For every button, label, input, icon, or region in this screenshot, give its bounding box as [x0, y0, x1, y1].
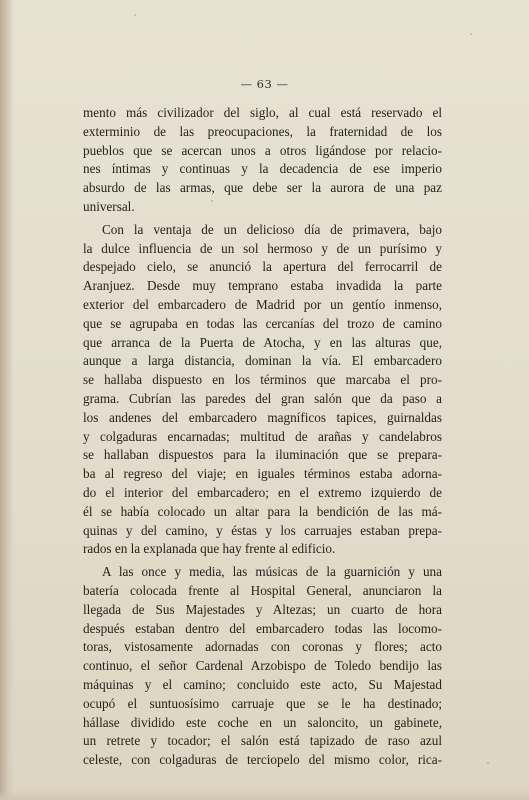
paragraph: [83, 563, 442, 770]
text-line: toras, vistosamente adornadas con coronas y flores; acto: [83, 639, 442, 655]
ink-speck: [470, 33, 472, 35]
text-line: exterminio de las preocupaciones, la fraternidad de los: [83, 123, 442, 139]
text-line: A las once y media, las músicas de la guarnición y una: [102, 564, 442, 580]
text-line: los andenes del embarcadero magníficos tapices, guirnaldas: [83, 409, 442, 425]
text-line: nes íntimas y continuas y la decadencia de ese imperio: [83, 161, 442, 177]
text-line: máquinas y el camino; concluido este acto, Su Majestad: [83, 676, 442, 692]
text-line: un retrete y tocador; el salón está tapizado de raso azul: [83, 733, 442, 749]
page-bottom-shadow: [0, 790, 529, 800]
paragraph: [83, 221, 442, 559]
ink-speck: [487, 762, 489, 764]
text-line: mento más civilizador del siglo, al cual está reservado el: [83, 105, 442, 120]
text-line: grama. Cubrían las paredes del gran salón que da paso a: [83, 390, 442, 406]
text-line: llegada de Sus Majestades y Altezas; un cuarto de hora: [83, 601, 442, 617]
text-line: y colgaduras encarnadas; multitud de arañas y candelabros: [83, 428, 442, 444]
text-line: Aranjuez. Desde muy temprano estaba invadida la parte: [83, 278, 442, 294]
text-line: Con la ventaja de un delicioso día de primavera, bajo: [102, 221, 442, 237]
page-binding-shadow: [0, 0, 14, 800]
page-number: — 63 —: [240, 77, 289, 91]
text-line: después estaban dentro del embarcadero todas las locomo-: [83, 620, 442, 636]
text-line: se hallaban dispuestos para la iluminación que se prepara-: [83, 447, 442, 463]
text-line: quinas y del camino, y éstas y los carruajes estaban prepa-: [83, 522, 442, 538]
text-line: él se había colocado un altar para la bendición de las má-: [83, 503, 442, 519]
text-line: rados en la explanada que hay frente al edificio.: [83, 541, 336, 557]
text-line: despejado cielo, se anunció la apertura del ferrocarril de: [83, 259, 442, 275]
text-line: continuo, el señor Cardenal Arzobispo de Toledo bendijo las: [83, 658, 442, 674]
text-line: se hallaba dispuesto en los términos que marcaba el pro-: [83, 372, 442, 388]
text-line: batería colocada frente al Hospital General, anunciaron la: [83, 582, 442, 598]
text-line: aunque a larga distancia, dominan la vía. El embarcadero: [83, 353, 442, 369]
ink-speck: [211, 200, 213, 202]
text-line: ocupó el suntuosísimo carruaje que se le ha destinado;: [83, 695, 442, 711]
text-line: absurdo de las armas, que debe ser la aurora de una paz: [83, 180, 442, 196]
text-line: exterior del embarcadero de Madrid por un gentío inmenso,: [83, 296, 442, 312]
paragraph: [83, 104, 442, 217]
text-line: ba al regreso del viaje; en iguales términos estaba adorna-: [83, 466, 442, 482]
text-line: celeste, con colgaduras de terciopelo del mismo color, rica-: [83, 752, 442, 768]
body-text: [83, 104, 442, 770]
text-line: que arranca de la Puerta de Atocha, y en las alturas que,: [83, 334, 442, 350]
text-line: hállase dividido este coche en un saloncito, un gabinete,: [83, 714, 442, 730]
text-line: do el interior del embarcadero; en el extremo izquierdo de: [83, 484, 442, 500]
text-line: universal.: [83, 198, 135, 214]
text-line: la dulce influencia de un sol hermoso y de un purísimo y: [83, 240, 442, 256]
text-line: que se agrupaba en todas las cercanías del trozo de camino: [83, 315, 442, 331]
text-line: pueblos que se acercan unos a otros ligándose por relacio-: [83, 142, 442, 158]
ink-speck: [134, 14, 136, 16]
